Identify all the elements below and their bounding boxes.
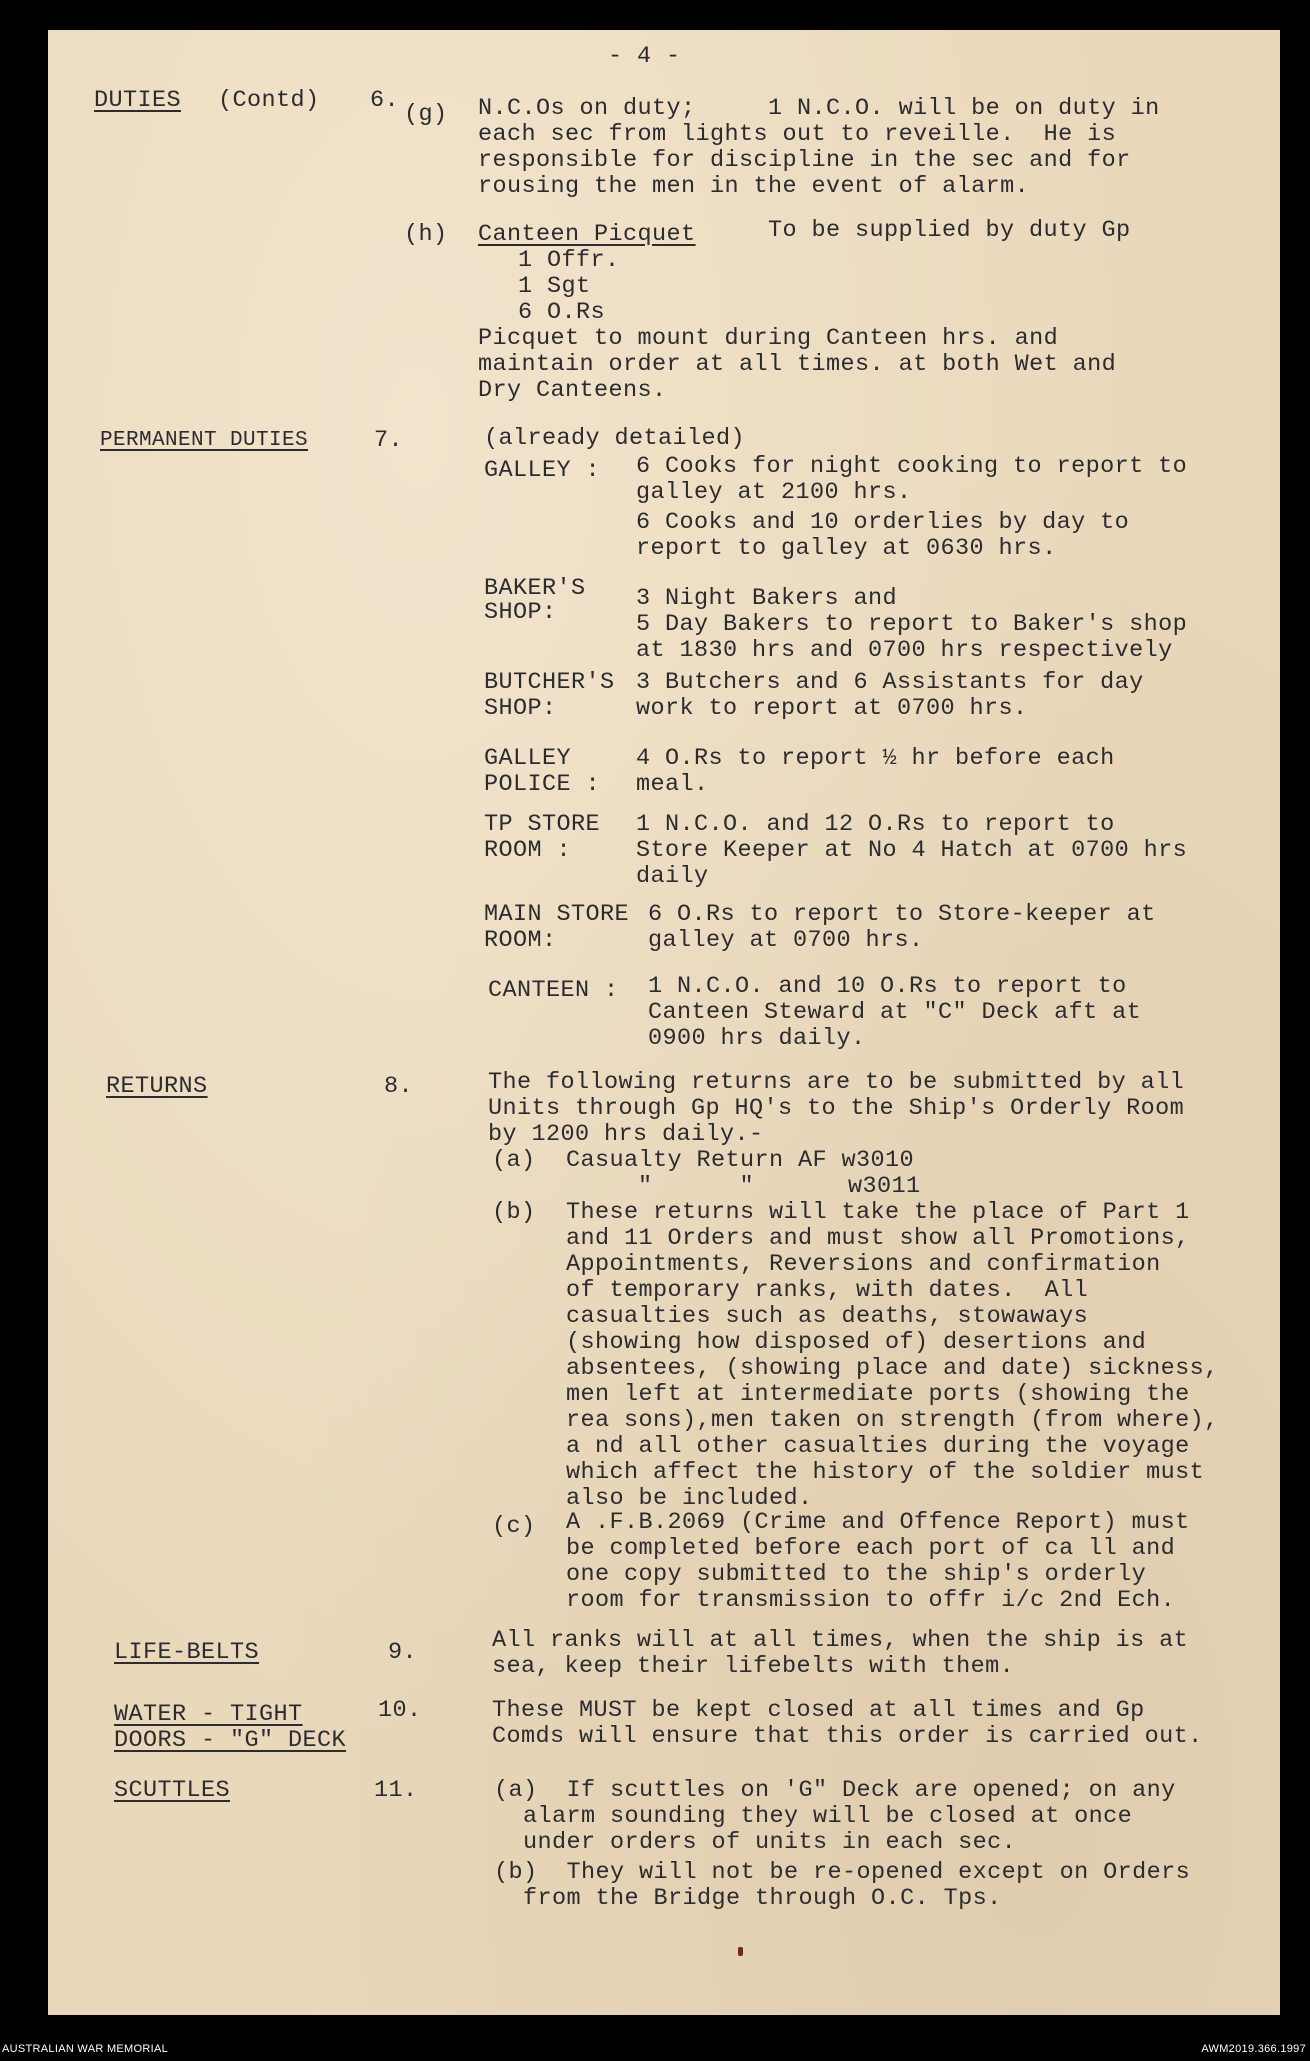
tp-store-label: ROOM : xyxy=(484,837,572,864)
section-6-contd: (Contd) xyxy=(218,87,320,114)
item-g-line: each sec from lights out to reveille. He is xyxy=(478,121,1117,148)
scuttles-a-line: (a) If scuttles on 'G" Deck are opened; on any xyxy=(494,1777,1176,1804)
main-store-label: MAIN STORE xyxy=(484,901,630,928)
scuttles-b-line: from the Bridge through O.C. Tps. xyxy=(494,1885,1002,1912)
returns-c-line: one copy submitted to the ship's orderly xyxy=(566,1561,1147,1588)
baker-line: at 1830 hrs and 0700 hrs respectively xyxy=(636,637,1173,664)
baker-line: 3 Night Bakers and xyxy=(636,585,898,612)
returns-b-line: also be included. xyxy=(566,1485,813,1512)
returns-b-line: a nd all other casualties during the voyage xyxy=(566,1433,1190,1460)
section-10-heading: DOORS - "G" DECK xyxy=(114,1727,347,1754)
returns-intro-line: by 1200 hrs daily.- xyxy=(488,1121,764,1148)
baker-line: 5 Day Bakers to report to Baker's shop xyxy=(636,611,1188,638)
scuttles-a-line: alarm sounding they will be closed at once xyxy=(494,1803,1133,1830)
picquet-roster-item: 1 Sgt xyxy=(518,273,591,300)
galley-police-label: POLICE : xyxy=(484,771,601,798)
returns-a-text-2: w3011 xyxy=(848,1173,921,1200)
returns-a-text: Casualty Return AF w3010 xyxy=(566,1147,915,1174)
footer-credit: AUSTRALIAN WAR MEMORIAL xyxy=(2,2043,169,2055)
section-10-heading: WATER - TIGHT xyxy=(114,1701,303,1728)
section-7-number: 7. xyxy=(374,427,404,454)
returns-b-line: men left at intermediate ports (showing the xyxy=(566,1381,1190,1408)
item-g-label: (g) xyxy=(404,101,448,128)
canteen-line: 0900 hrs daily. xyxy=(648,1025,866,1052)
section-8-heading: RETURNS xyxy=(106,1073,208,1100)
item-h-line: maintain order at all times. at both Wet and xyxy=(478,351,1117,378)
returns-b-line: These returns will take the place of Part 1 xyxy=(566,1199,1190,1226)
baker-label: SHOP: xyxy=(484,599,557,626)
scuttles-a-line: under orders of units in each sec. xyxy=(494,1829,1017,1856)
scuttles-b-line: (b) They will not be re-opened except on Orders xyxy=(494,1859,1191,1886)
section-10-number: 10. xyxy=(378,1697,422,1724)
returns-b-line: absentees, (showing place and date) sickness, xyxy=(566,1355,1219,1382)
returns-c-line: be completed before each port of ca ll and xyxy=(566,1535,1176,1562)
footer-accession: AWM2019.366.1997 xyxy=(1201,2043,1306,2055)
galley-line: 6 Cooks for night cooking to report to xyxy=(636,453,1188,480)
returns-c-line: room for transmission to offr i/c 2nd Ech. xyxy=(566,1587,1176,1614)
ink-mark xyxy=(738,1947,743,1956)
document-page xyxy=(48,30,1280,2015)
galley-police-line: 4 O.Rs to report ½ hr before each xyxy=(636,745,1115,772)
tp-store-line: daily xyxy=(636,863,709,890)
item-h-line: Picquet to mount during Canteen hrs. and xyxy=(478,325,1059,352)
galley-line: 6 Cooks and 10 orderlies by day to xyxy=(636,509,1130,536)
tp-store-label: TP STORE xyxy=(484,811,601,838)
returns-b-line: (showing how disposed of) desertions and xyxy=(566,1329,1147,1356)
galley-line: galley at 2100 hrs. xyxy=(636,479,912,506)
section-6-heading: DUTIES xyxy=(94,87,182,114)
returns-b-line: which affect the history of the soldier must xyxy=(566,1459,1205,1486)
main-store-line: galley at 0700 hrs. xyxy=(648,927,924,954)
item-g-line: rousing the men in the event of alarm. xyxy=(478,173,1030,200)
butcher-label: BUTCHER'S xyxy=(484,669,615,696)
tp-store-line: Store Keeper at No 4 Hatch at 0700 hrs xyxy=(636,837,1188,864)
returns-c-label: (c) xyxy=(492,1513,536,1540)
page-number: - 4 - xyxy=(608,43,681,70)
returns-b-line: and 11 Orders and must show all Promotions, xyxy=(566,1225,1190,1252)
galley-police-line: meal. xyxy=(636,771,709,798)
butcher-line: work to report at 0700 hrs. xyxy=(636,695,1028,722)
main-store-line: 6 O.Rs to report to Store-keeper at xyxy=(648,901,1156,928)
butcher-label: SHOP: xyxy=(484,695,557,722)
lifebelts-line: All ranks will at all times, when the ship is at xyxy=(492,1627,1189,1654)
section-8-number: 8. xyxy=(384,1073,414,1100)
canteen-line: Canteen Steward at "C" Deck aft at xyxy=(648,999,1142,1026)
watertight-line: These MUST be kept closed at all times and Gp xyxy=(492,1697,1145,1724)
section-7-intro: (already detailed) xyxy=(484,425,746,452)
item-g-line: N.C.Os on duty; 1 N.C.O. will be on duty in xyxy=(478,95,1160,122)
galley-police-label: GALLEY xyxy=(484,745,572,772)
section-11-number: 11. xyxy=(374,1777,418,1804)
section-7-heading: PERMANENT DUTIES xyxy=(100,429,309,452)
returns-a-label: (a) xyxy=(492,1147,536,1174)
picquet-roster-item: 6 O.Rs xyxy=(518,299,606,326)
main-store-label: ROOM: xyxy=(484,927,557,954)
tp-store-line: 1 N.C.O. and 12 O.Rs to report to xyxy=(636,811,1115,838)
section-9-number: 9. xyxy=(388,1639,418,1666)
baker-label: BAKER'S xyxy=(484,575,586,602)
galley-line: report to galley at 0630 hrs. xyxy=(636,535,1057,562)
returns-b-line: of temporary ranks, with dates. All xyxy=(566,1277,1089,1304)
canteen-picquet-title: Canteen Picquet xyxy=(478,221,696,248)
returns-b-line: rea sons),men taken on strength (from where), xyxy=(566,1407,1219,1434)
galley-label: GALLEY : xyxy=(484,457,601,484)
section-9-heading: LIFE-BELTS xyxy=(114,1639,260,1666)
item-h-line: Dry Canteens. xyxy=(478,377,667,404)
returns-c-line: A .F.B.2069 (Crime and Offence Report) must xyxy=(566,1509,1190,1536)
section-11-heading: SCUTTLES xyxy=(114,1777,231,1804)
returns-intro-line: Units through Gp HQ's to the Ship's Orderly Room xyxy=(488,1095,1185,1122)
butcher-line: 3 Butchers and 6 Assistants for day xyxy=(636,669,1144,696)
canteen-picquet-supplied: To be supplied by duty Gp xyxy=(768,217,1131,244)
item-h-label: (h) xyxy=(404,221,448,248)
returns-intro-line: The following returns are to be submitted by all xyxy=(488,1069,1185,1096)
item-g-line: responsible for discipline in the sec and for xyxy=(478,147,1131,174)
section-6-number: 6. xyxy=(370,87,400,114)
canteen-line: 1 N.C.O. and 10 O.Rs to report to xyxy=(648,973,1127,1000)
returns-b-label: (b) xyxy=(492,1199,536,1226)
canteen-label: CANTEEN : xyxy=(488,977,619,1004)
returns-b-line: Appointments, Reversions and confirmation xyxy=(566,1251,1161,1278)
returns-ditto: " " xyxy=(638,1173,755,1200)
lifebelts-line: sea, keep their lifebelts with them. xyxy=(492,1653,1015,1680)
returns-b-line: casualties such as deaths, stowaways xyxy=(566,1303,1089,1330)
picquet-roster-item: 1 Offr. xyxy=(518,247,620,274)
watertight-line: Comds will ensure that this order is carried out. xyxy=(492,1723,1203,1750)
